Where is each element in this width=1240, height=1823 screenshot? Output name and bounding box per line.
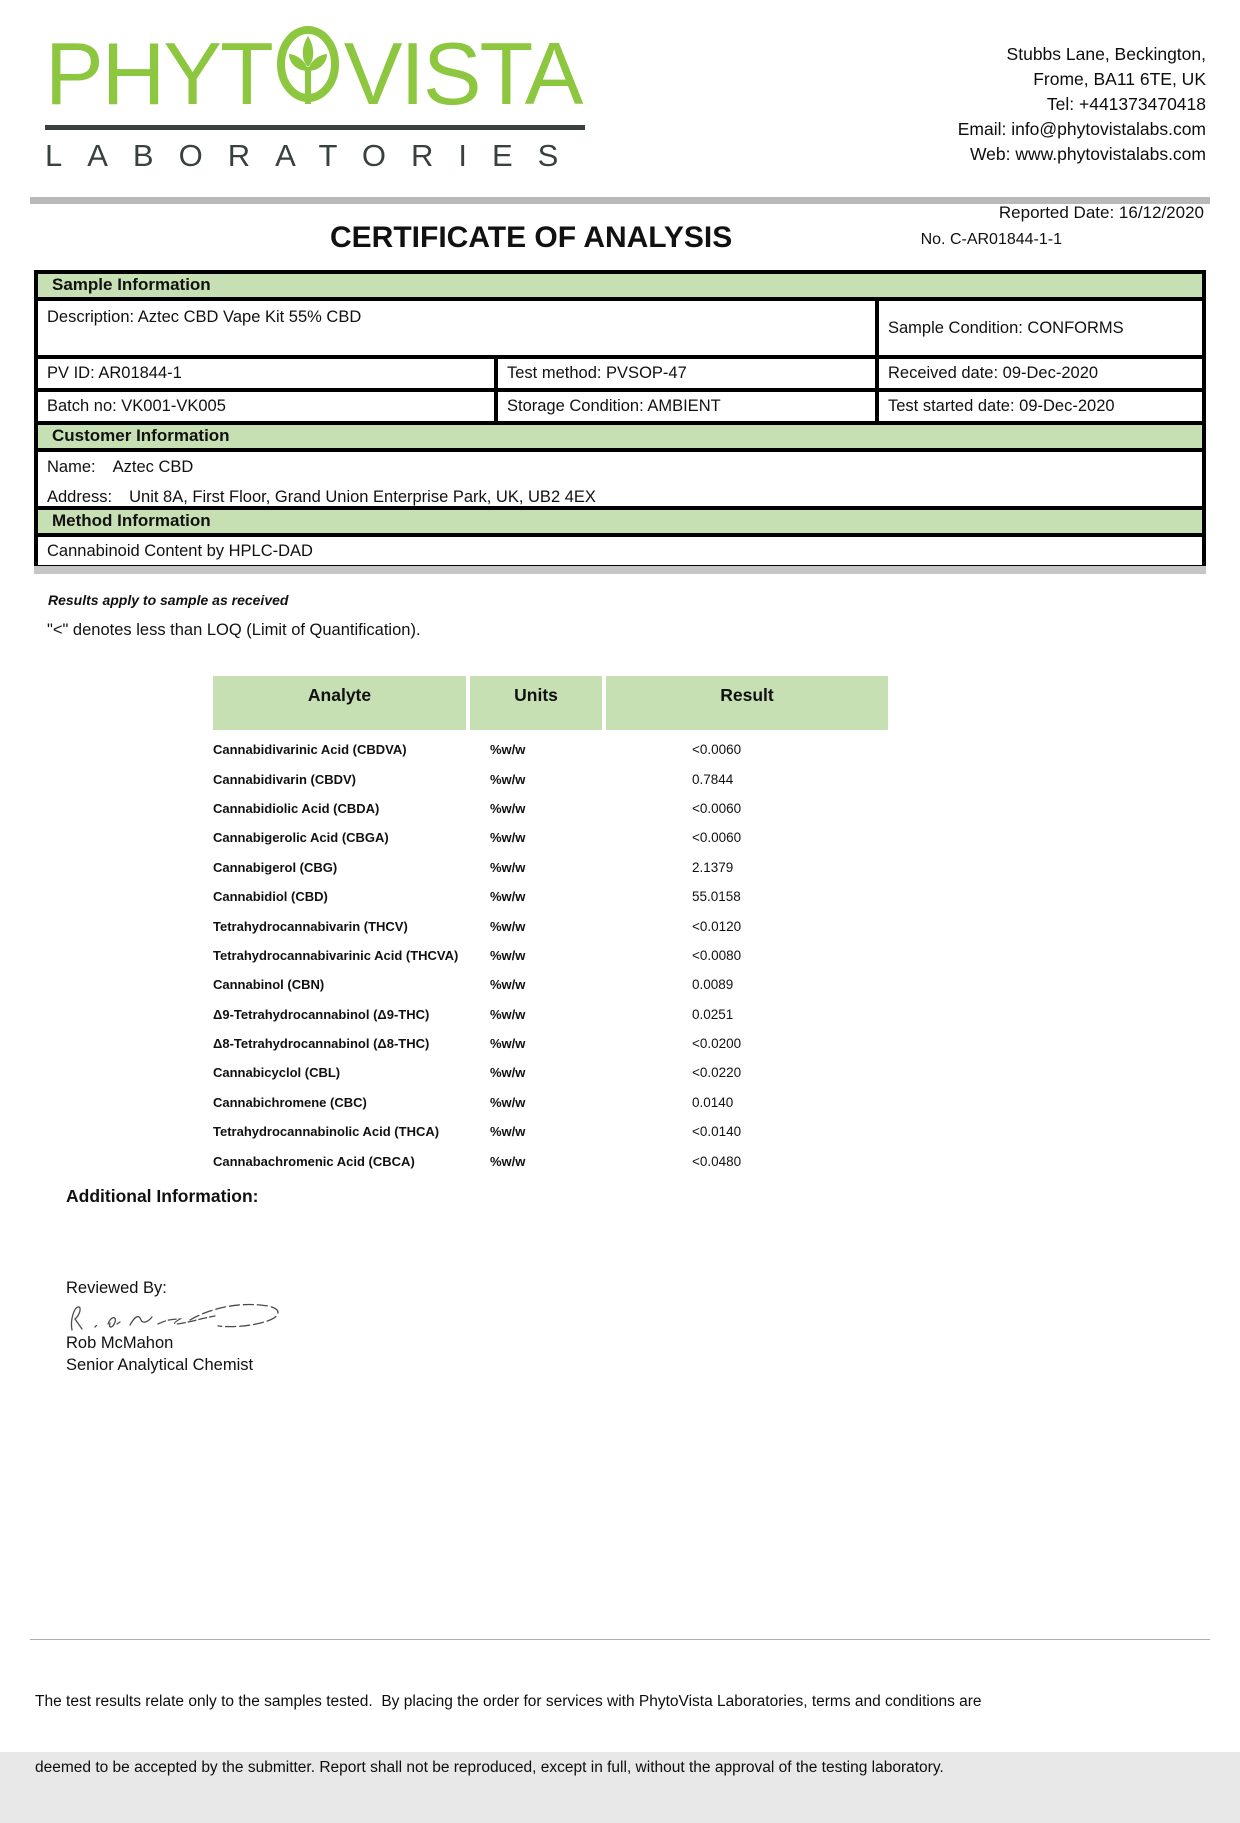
storage-condition: Storage Condition: AMBIENT bbox=[494, 388, 879, 425]
info-sections bbox=[34, 270, 1206, 569]
logo-divider-line bbox=[45, 125, 585, 130]
table-row bbox=[213, 1088, 888, 1117]
sample-condition: Sample Condition: CONFORMS bbox=[875, 297, 1206, 359]
analyte-result: 0.0140 bbox=[692, 1094, 734, 1110]
analyte-result: <0.0140 bbox=[692, 1124, 742, 1140]
analyte-name: Cannabichromene (CBC) bbox=[213, 1094, 367, 1110]
contact-tel: Tel: +441373470418 bbox=[1046, 94, 1206, 114]
customer-address-value: Unit 8A, First Floor, Grand Union Enterprise Park, UK, UB2 4EX bbox=[129, 488, 596, 506]
sample-description: Description: Aztec CBD Vape Kit 55% CBD bbox=[34, 297, 879, 359]
table-row bbox=[213, 970, 888, 999]
analyte-name: Cannabidivarinic Acid (CBDVA) bbox=[213, 742, 407, 758]
leaf-circle-icon bbox=[275, 24, 341, 121]
customer-name-value: Aztec CBD bbox=[112, 458, 194, 476]
customer-name-label: Name: bbox=[47, 458, 96, 476]
table-row bbox=[213, 853, 888, 882]
results-rows bbox=[213, 735, 888, 1176]
analyte-name: Cannabachromenic Acid (CBCA) bbox=[213, 1153, 415, 1169]
customer-address-label: Address: bbox=[47, 488, 113, 506]
analyte-name: Tetrahydrocannabinolic Acid (THCA) bbox=[213, 1124, 440, 1140]
footer-line1: The test results relate only to the samples tested. By placing the order for services with PhytoVista Laboratories, terms and conditions are bbox=[35, 1693, 982, 1710]
analyte-name: Δ8-Tetrahydrocannabinol (Δ8-THC) bbox=[213, 1036, 430, 1052]
analyte-units: %w/w bbox=[490, 1124, 526, 1140]
analyte-units: %w/w bbox=[490, 742, 526, 758]
sample-row-ids bbox=[34, 355, 1206, 392]
certificate-number: No. C-AR01844-1-1 bbox=[920, 231, 1062, 248]
batch-no: Batch no: VK001-VK005 bbox=[34, 388, 498, 425]
column-header-units: Units bbox=[470, 676, 602, 730]
analyte-result: 0.0089 bbox=[692, 977, 734, 993]
logo-text-right: VISTA bbox=[343, 24, 582, 123]
method-description: Cannabinoid Content by HPLC-DAD bbox=[34, 533, 1206, 569]
table-row bbox=[213, 1058, 888, 1087]
analyte-units: %w/w bbox=[490, 1036, 526, 1052]
analyte-result: <0.0200 bbox=[692, 1036, 742, 1052]
analyte-name: Cannabinol (CBN) bbox=[213, 977, 325, 993]
analyte-name: Cannabidivarin (CBDV) bbox=[213, 771, 357, 787]
table-row bbox=[213, 1146, 888, 1175]
table-row bbox=[213, 1000, 888, 1029]
reviewed-by-label: Reviewed By: bbox=[66, 1279, 167, 1297]
customer-name-line bbox=[47, 458, 1193, 477]
footer-disclaimer bbox=[35, 1647, 1213, 1823]
analyte-units: %w/w bbox=[490, 1006, 526, 1022]
analyte-result: <0.0060 bbox=[692, 800, 742, 816]
loq-note: "<" denotes less than LOQ (Limit of Quantification). bbox=[47, 621, 421, 639]
results-apply-note: Results apply to sample as received bbox=[48, 592, 289, 608]
received-date: Received date: 09-Dec-2020 bbox=[875, 355, 1206, 392]
additional-information-label: Additional Information: bbox=[66, 1186, 259, 1206]
customer-information-header: Customer Information bbox=[34, 421, 1206, 452]
analyte-result: <0.0220 bbox=[692, 1065, 742, 1081]
logo-text-left: PHYT bbox=[45, 24, 272, 123]
phytovista-logo bbox=[45, 24, 590, 174]
analyte-name: Cannabidiol (CBD) bbox=[213, 889, 328, 905]
sample-row-description bbox=[34, 297, 1206, 359]
footer-line2: deemed to be accepted by the submitter. Report shall not be reproduced, except in full, without the approval of the testing laboratory. bbox=[35, 1759, 944, 1776]
analyte-result: <0.0120 bbox=[692, 918, 742, 934]
analyte-name: Δ9-Tetrahydrocannabinol (Δ9-THC) bbox=[213, 1006, 430, 1022]
table-row bbox=[213, 823, 888, 852]
test-started-date: Test started date: 09-Dec-2020 bbox=[875, 388, 1206, 425]
table-row bbox=[213, 1117, 888, 1146]
analyte-units: %w/w bbox=[490, 859, 526, 875]
table-row bbox=[213, 911, 888, 940]
analyte-name: Tetrahydrocannabivarinic Acid (THCVA) bbox=[213, 947, 459, 963]
analyte-units: %w/w bbox=[490, 977, 526, 993]
analyte-units: %w/w bbox=[490, 889, 526, 905]
contact-address-line1: Stubbs Lane, Beckington, bbox=[1006, 44, 1206, 64]
reviewer-name: Rob McMahon bbox=[66, 1334, 174, 1352]
pv-id: PV ID: AR01844-1 bbox=[34, 355, 498, 392]
table-row bbox=[213, 764, 888, 793]
analyte-name: Cannabicyclol (CBL) bbox=[213, 1065, 341, 1081]
section-shadow-bar bbox=[34, 566, 1206, 574]
analyte-result: 0.7844 bbox=[692, 771, 734, 787]
analyte-name: Cannabigerol (CBG) bbox=[213, 859, 338, 875]
table-row bbox=[213, 794, 888, 823]
analyte-units: %w/w bbox=[490, 947, 526, 963]
method-information-header: Method Information bbox=[34, 506, 1206, 537]
analyte-name: Tetrahydrocannabivarin (THCV) bbox=[213, 918, 408, 934]
results-table bbox=[213, 676, 888, 1176]
analyte-result: 55.0158 bbox=[692, 889, 741, 905]
analyte-result: 2.1379 bbox=[692, 859, 734, 875]
reported-date: Reported Date: 16/12/2020 bbox=[998, 203, 1204, 222]
page-title: CERTIFICATE OF ANALYSIS bbox=[330, 221, 733, 254]
customer-address-line bbox=[47, 488, 1193, 507]
customer-information-box bbox=[34, 448, 1206, 510]
analyte-name: Cannabidiolic Acid (CBDA) bbox=[213, 800, 380, 816]
analyte-units: %w/w bbox=[490, 918, 526, 934]
column-header-result: Result bbox=[606, 676, 888, 730]
analyte-units: %w/w bbox=[490, 800, 526, 816]
analyte-units: %w/w bbox=[490, 1094, 526, 1110]
logo-subtitle: LABORATORIES bbox=[45, 138, 584, 174]
analyte-result: <0.0060 bbox=[692, 742, 742, 758]
table-row bbox=[213, 941, 888, 970]
table-row bbox=[213, 1029, 888, 1058]
analyte-result: <0.0060 bbox=[692, 830, 742, 846]
contact-address-line2: Frome, BA11 6TE, UK bbox=[1033, 69, 1206, 89]
test-method: Test method: PVSOP-47 bbox=[494, 355, 879, 392]
analyte-result: 0.0251 bbox=[692, 1006, 734, 1022]
table-row bbox=[213, 735, 888, 764]
analyte-units: %w/w bbox=[490, 830, 526, 846]
footer-divider-line bbox=[30, 1639, 1210, 1640]
analyte-units: %w/w bbox=[490, 1153, 526, 1169]
analyte-result: <0.0480 bbox=[692, 1153, 742, 1169]
analyte-result: <0.0080 bbox=[692, 947, 742, 963]
sample-row-batch bbox=[34, 388, 1206, 425]
analyte-name: Cannabigerolic Acid (CBGA) bbox=[213, 830, 389, 846]
column-header-analyte: Analyte bbox=[213, 676, 466, 730]
contact-web: Web: www.phytovistalabs.com bbox=[969, 144, 1206, 164]
logo-wordmark bbox=[45, 24, 590, 123]
analyte-units: %w/w bbox=[490, 771, 526, 787]
reviewer-role: Senior Analytical Chemist bbox=[66, 1356, 254, 1374]
table-row bbox=[213, 882, 888, 911]
sample-information-header: Sample Information bbox=[34, 270, 1206, 301]
contact-email: Email: info@phytovistalabs.com bbox=[957, 119, 1206, 139]
results-header-row bbox=[213, 676, 888, 730]
analyte-units: %w/w bbox=[490, 1065, 526, 1081]
lab-contact-block bbox=[958, 42, 1206, 167]
